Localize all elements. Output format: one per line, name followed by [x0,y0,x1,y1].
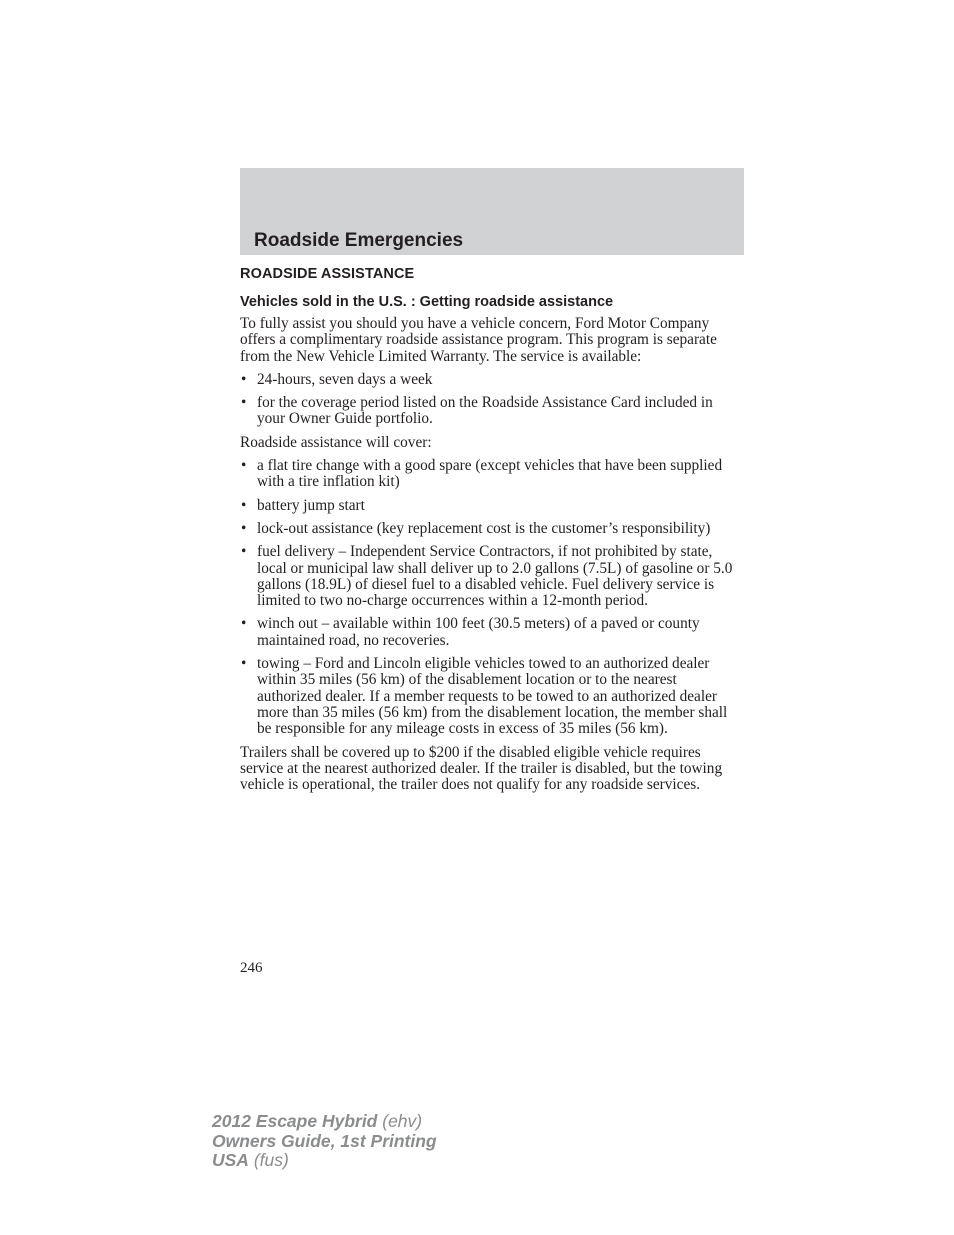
section-title: Roadside Emergencies [254,230,464,251]
footer-line-3: USA (fus) [212,1150,289,1170]
list-item: • winch out – available within 100 feet (30.5 meters) of a paved or county maintained road, no recoveries. [241,615,700,649]
article-subheading: Vehicles sold in the U.S. : Getting roadside assistance [240,294,614,310]
list-item: • a flat tire change with a good spare (except vehicles that have been supplied with a tire inflation kit) [241,457,723,491]
document-footer [212,1112,437,1171]
bullet-icon: • [241,394,247,412]
cover-intro: Roadside assistance will cover: [240,433,432,451]
bullet-icon: • [241,655,247,673]
bullet-icon: • [241,370,247,388]
list-item: • towing – Ford and Lincoln eligible vehicles towed to an authorized dealer within 35 miles (56 km) of the disablement location or to the nearest authorized dealer. If a member requests to be towed to an authorized dealer more than 35 miles (56 km) from the disablement location, the member shall be responsible for any mileage costs in excess of 35 miles (56 km). [241,655,728,738]
list-item: • lock-out assistance (key replacement cost is the customer’s responsibility) [241,519,711,537]
bullet-icon: • [241,543,247,561]
footer-line-2: Owners Guide, 1st Printing [212,1130,437,1151]
article-body [240,266,744,800]
footer-line-1: 2012 Escape Hybrid (ehv) [212,1111,423,1131]
coverage-list [240,458,744,737]
trailers-paragraph: Trailers shall be covered up to $200 if the disabled eligible vehicle requires service at the nearest authorized dealer. If the trailer is disabled, but the towing vehicle is operational, the trailer does not qualify for any roadside services. [240,743,723,794]
bullet-icon: • [241,615,247,633]
availability-list [240,372,744,428]
bullet-icon: • [241,496,247,514]
intro-paragraph: To fully assist you should you have a vehicle concern, Ford Motor Company offers a complimentary roadside assistance program. This program is separate from the New Vehicle Limited Warranty. The service is available: [240,315,717,365]
section-header-band [240,168,744,255]
list-item: • for the coverage period listed on the Roadside Assistance Card included in your Owner Guide portfolio. [241,394,713,428]
bullet-icon: • [241,519,247,537]
list-item: • fuel delivery – Independent Service Contractors, if not prohibited by state, local or municipal law shall deliver up to 2.0 gallons (7.5L) of gasoline or 5.0 gallons (18.9L) of diesel fuel to a disabled vehicle. Fuel delivery service is limited to two no-charge occurrences within a 12-month period. [241,543,733,610]
page-number: 246 [240,960,263,976]
list-item: • 24-hours, seven days a week [241,370,433,388]
list-item: • battery jump start [241,496,365,514]
article-heading: ROADSIDE ASSISTANCE [240,266,415,282]
bullet-icon: • [241,457,247,475]
